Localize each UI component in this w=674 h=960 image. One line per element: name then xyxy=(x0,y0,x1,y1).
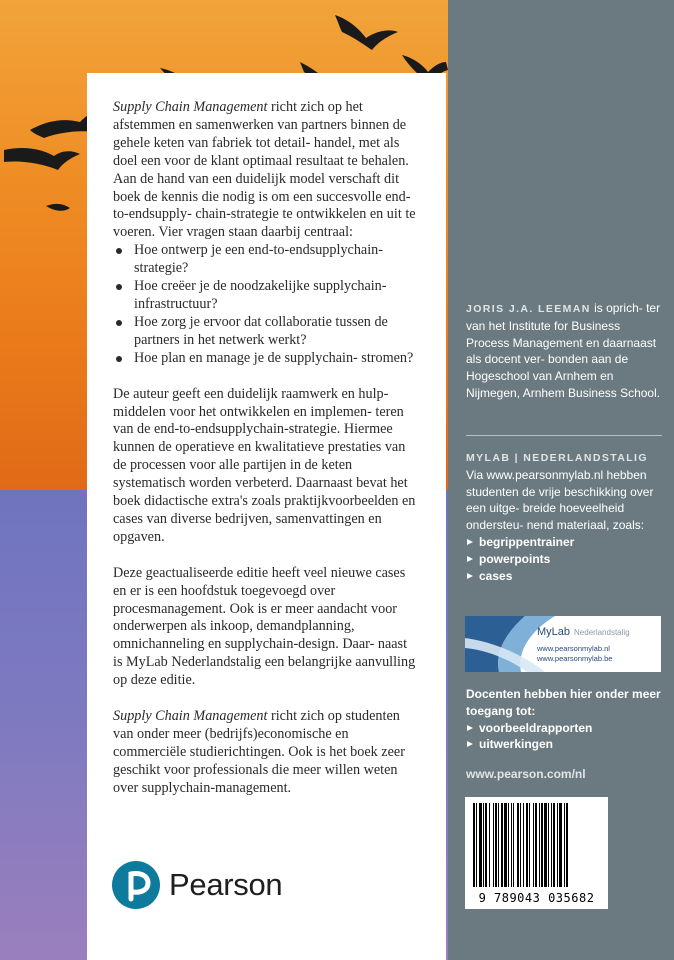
list-item: uitwerkingen xyxy=(466,736,662,753)
back-cover-sidebar xyxy=(448,0,674,960)
website: www.pearson.com/nl xyxy=(466,767,586,781)
list-item: begrippentrainer xyxy=(466,534,662,551)
teachers-text: Docenten hebben hier onder meer toegang tot: xyxy=(466,687,661,718)
teachers-section xyxy=(466,686,662,753)
pearson-wordmark: Pearson xyxy=(169,867,283,902)
mylab-heading: MYLAB | NEDERLANDSTALIG xyxy=(466,452,648,464)
author-bio xyxy=(466,300,662,402)
barcode-icon xyxy=(465,797,608,889)
triangle-bullet-icon xyxy=(467,725,473,731)
book-title: Supply Chain Management xyxy=(113,708,268,725)
back-cover-text xyxy=(113,99,418,798)
author-bio-text: is oprich- ter van het Institute for Business Process Management en daarnaast als docent ver- bonden aan de Hogeschool van Arnhem en Nijmegen, Arnhem Business School. xyxy=(466,301,661,400)
list-item: Hoe plan en manage je de supplychain- stromen? xyxy=(113,350,418,368)
teachers-list xyxy=(466,720,662,754)
mylab-url-be: www.pearsonmylab.be xyxy=(537,654,613,663)
isbn-barcode xyxy=(465,797,608,909)
list-item: powerpoints xyxy=(466,551,662,568)
author-paragraph: De auteur geeft een duidelijk raamwerk en hulp- middelen voor het ontwikkelen en implemen- teren van de end-to-endsupplychain-strategie. Hiermee kunnen de operatieve en kwalitatieve prestaties van de processen voor alle partijen in de keten systematisch worden verbeterd. Daarnaast bevat het boek didactische extra's zoals praktijkvoorbeelden en cases van diverse bedrijven, samenvattingen en opgaven. xyxy=(113,385,416,545)
audience-paragraph: Supply Chain Management richt zich op studenten van onder meer (bedrijfs)economische en commerciële studierichtingen. Ook is het boek zeer geschikt voor professionals die meer willen weten over supplychain-management. xyxy=(113,708,405,796)
bullet-icon xyxy=(116,248,122,254)
bullet-icon xyxy=(116,320,122,326)
triangle-bullet-icon xyxy=(467,556,473,562)
mylab-list xyxy=(466,534,662,584)
author-name: JORIS J.A. LEEMAN xyxy=(466,303,591,315)
list-item: Hoe ontwerp je een end-to-endsupplychain- strategie? xyxy=(113,242,418,278)
mylab-card-title: MyLab Nederlandstalig xyxy=(537,626,630,638)
intro-paragraph: Supply Chain Management richt zich op het afstemmen en samenwerken van partners binnen de gehele keten van fabriek tot detail- handel, met als doel een voor de klant optimaal resultaat te behalen. Aan de hand van een duidelijk model verschaft dit boek de kennis die nodig is om een succesvolle end-to-endsupply- chain-strategie te ontwikkelen en uit te voeren. Vier vragen staan daarbij centraal: xyxy=(113,99,416,241)
book-title: Supply Chain Management xyxy=(113,99,268,115)
pearson-logo-icon xyxy=(111,860,161,910)
list-item: voorbeeldrapporten xyxy=(466,720,662,737)
triangle-bullet-icon xyxy=(467,741,473,747)
pearson-logo xyxy=(111,855,282,915)
bullet-icon xyxy=(116,356,122,362)
mylab-card xyxy=(465,616,661,672)
isbn-number: 9 789043 035682 xyxy=(478,891,595,905)
list-item: cases xyxy=(466,568,662,585)
triangle-bullet-icon xyxy=(467,573,473,579)
mylab-text: Via www.pearsonmylab.nl hebben studenten de vrije beschikking over een uitge- breide hoeveelheid ondersteu- nend materiaal, zoals: xyxy=(466,467,654,533)
mylab-url-nl: www.pearsonmylab.nl xyxy=(537,644,610,653)
bullet-icon xyxy=(116,284,122,290)
divider xyxy=(466,435,662,436)
list-item: Hoe zorg je ervoor dat collaboratie tussen de partners in het netwerk werkt? xyxy=(113,314,418,350)
questions-list xyxy=(113,242,418,367)
triangle-bullet-icon xyxy=(467,539,473,545)
list-item: Hoe creëer je de noodzakelijke supplychain- infrastructuur? xyxy=(113,278,418,314)
mylab-section xyxy=(466,450,662,584)
edition-paragraph: Deze geactualiseerde editie heeft veel nieuwe cases en er is een hoofdstuk toegevoegd over procesmanagement. Ook is er meer aandacht voor onderwerpen als inkoop, demandplanning, omnichanneling en supplychain-design. Daar- naast is MyLab Nederlandstalig een belangrijke aanvulling op deze editie. xyxy=(113,564,416,689)
